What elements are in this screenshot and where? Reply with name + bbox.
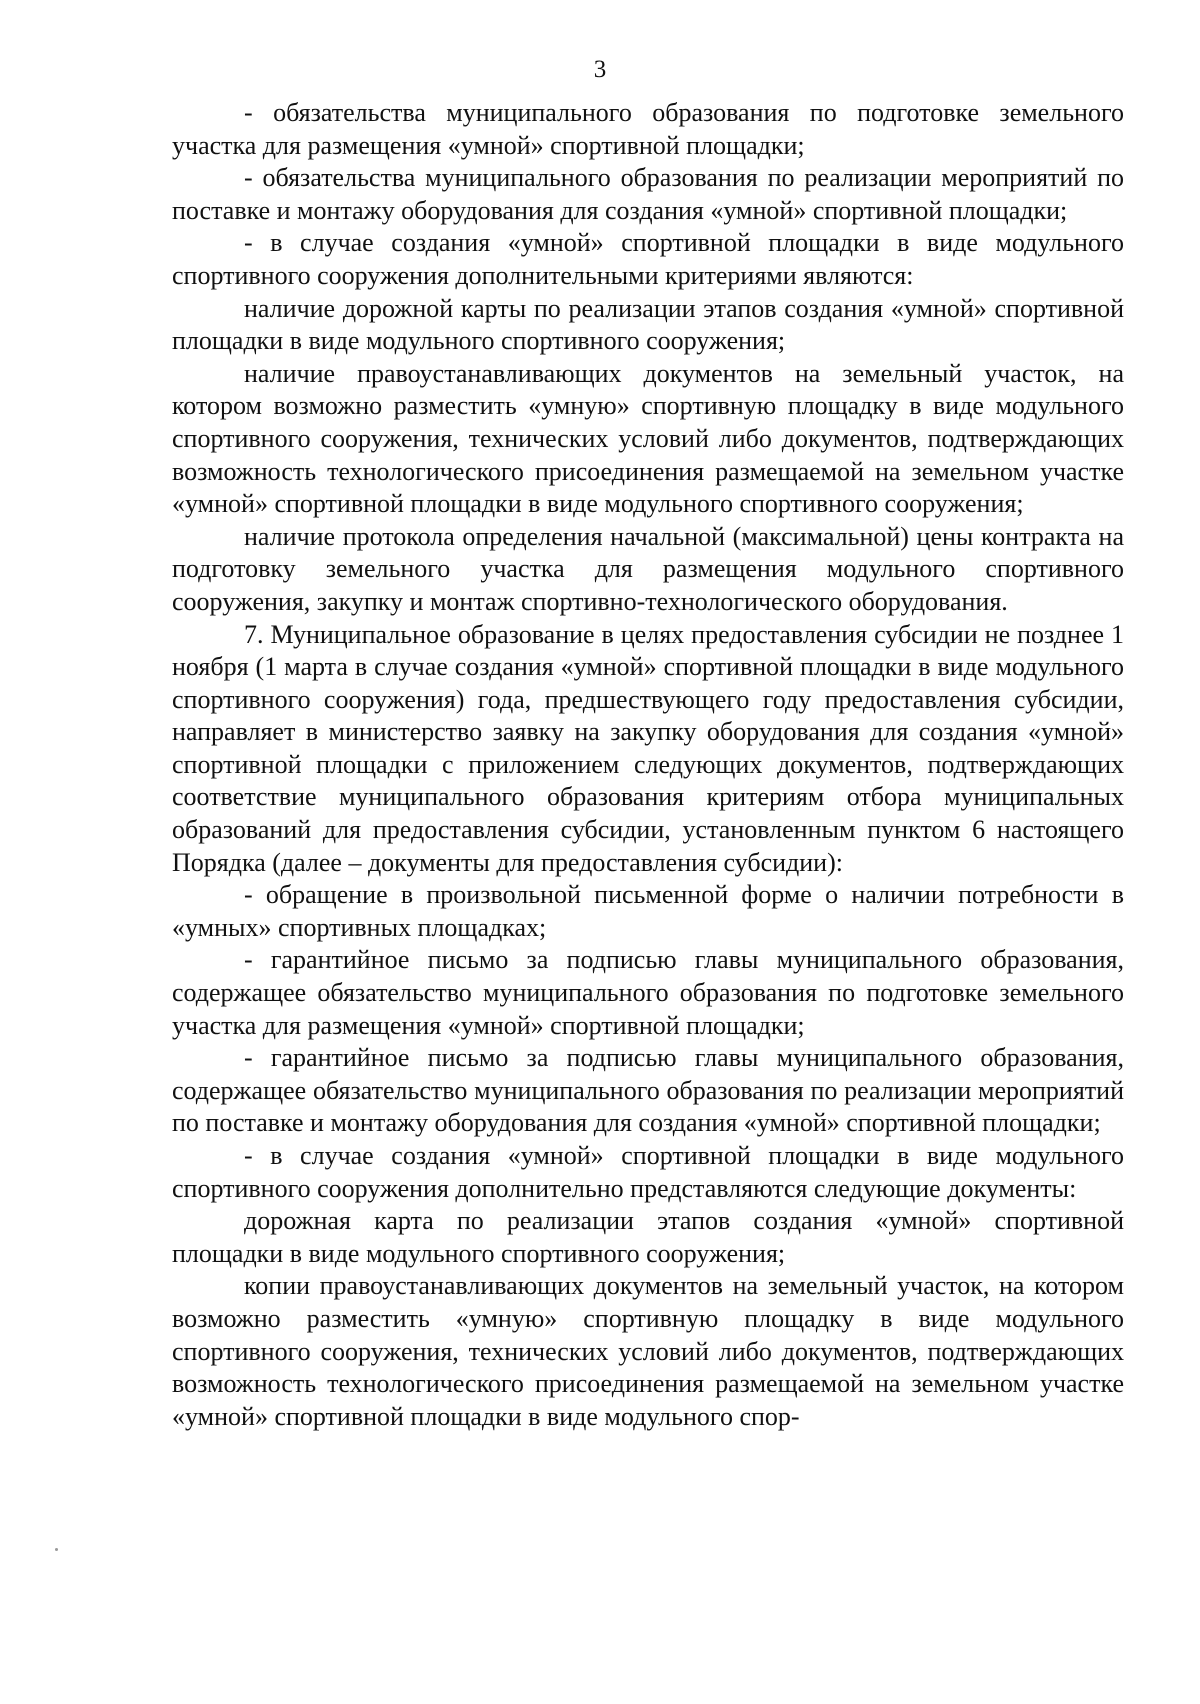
- paragraph: - обращение в произвольной письменной форме о наличии потребности в «умных» спортивных площадках;: [172, 880, 1124, 942]
- page-number: 3: [593, 56, 607, 83]
- paragraph: - гарантийное письмо за подписью главы муниципального образования, содержащее обязательство муниципального образования по реализации мероприятий по поставке и монтажу оборудования для создания «умной» спортивной площадки;: [172, 1043, 1124, 1138]
- paragraph: - в случае создания «умной» спортивной площадки в виде модульного спортивного сооружения дополнительно представляются следующие документы:: [172, 1141, 1124, 1203]
- scan-speck: [55, 1548, 58, 1551]
- paragraph: наличие правоустанавливающих документов на земельный участок, на котором возможно разместить «умную» спортивную площадку в виде модульного спортивного сооружения, технических условий либо документов, подтверждающих возможность технологического присоединения размещаемой на земельном участке «умной» спортивной площадки в виде модульного спортивного сооружения;: [172, 358, 1124, 519]
- document-body: [172, 97, 1124, 1433]
- paragraph: - гарантийное письмо за подписью главы муниципального образования, содержащее обязательство муниципального образования по подготовке земельного участка для размещения «умной» спортивной площадки;: [172, 945, 1124, 1040]
- paragraph: дорожная карта по реализации этапов создания «умной» спортивной площадки в виде модульного спортивного сооружения;: [172, 1206, 1124, 1268]
- paragraph: копии правоустанавливающих документов на земельный участок, на котором возможно разместить «умную» спортивную площадку в виде модульного спортивного сооружения, технических условий либо документов, подтверждающих возможность технологического присоединения размещаемой на земельном участке «умной» спортивной площадки в виде модульного спор-: [172, 1271, 1124, 1431]
- paragraph: наличие протокола определения начальной (максимальной) цены контракта на подготовку земельного участка для размещения модульного спортивного сооружения, закупку и монтаж спортивно-технологического оборудования.: [172, 521, 1124, 616]
- paragraph: наличие дорожной карты по реализации этапов создания «умной» спортивной площадки в виде модульного спортивного сооружения;: [172, 293, 1124, 356]
- paragraph: - обязательства муниципального образования по подготовке земельного участка для размещения «умной» спортивной площадки;: [172, 98, 1124, 160]
- paragraph: - в случае создания «умной» спортивной площадки в виде модульного спортивного сооружения дополнительными критериями являются:: [172, 228, 1124, 290]
- paragraph: - обязательства муниципального образования по реализации мероприятий по поставке и монтажу оборудования для создания «умной» спортивной площадки;: [172, 163, 1124, 225]
- paragraph: 7. Муниципальное образование в целях предоставления субсидии не позднее 1 ноября (1 марта в случае создания «умной» спортивной площадки в виде модульного спортивного сооружения) года, предшествующего году предоставления субсидии, направляет в министерство заявку на закупку оборудования для создания «умной» спортивной площадки с приложением следующих документов, подтверждающих соответствие муниципального образования критериям отбора муниципальных образований для предоставления субсидии, установленным пунктом 6 настоящего Порядка (далее – документы для предоставления субсидии):: [172, 619, 1124, 877]
